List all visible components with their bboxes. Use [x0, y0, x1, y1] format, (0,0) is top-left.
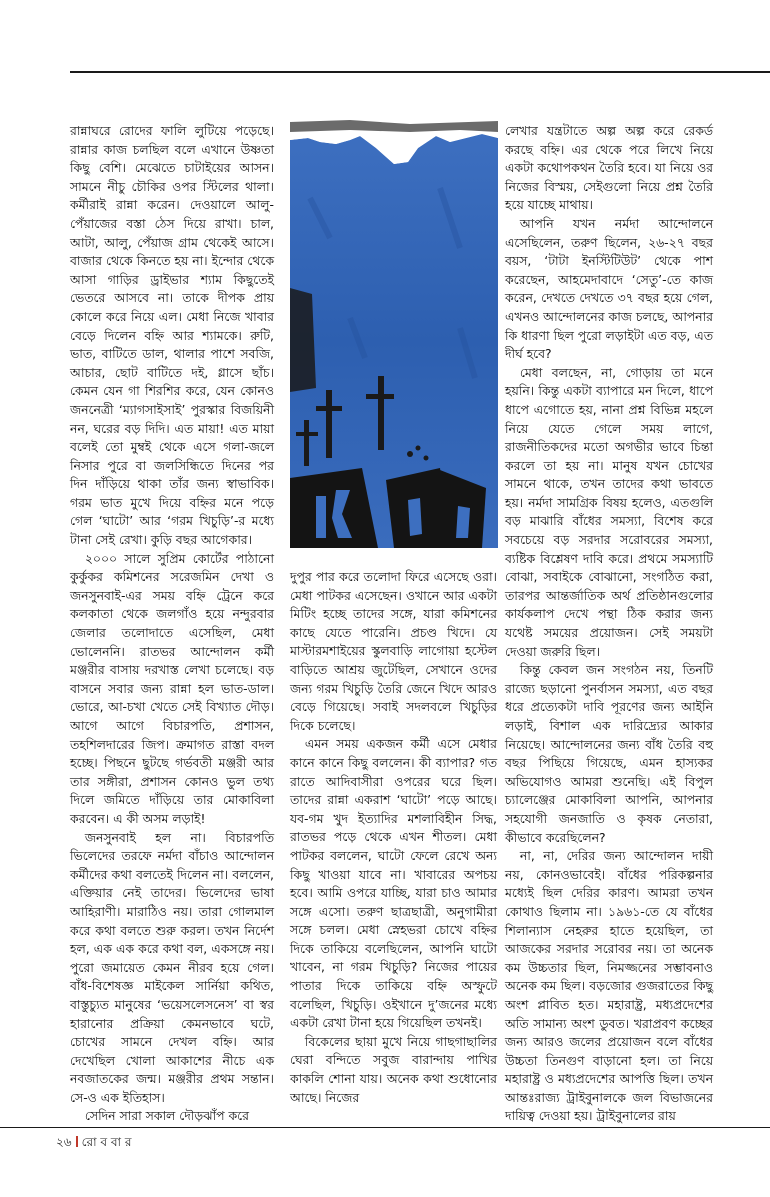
paragraph: এমন সময় একজন কর্মী এসে মেধার কানে কানে কিছু বললেন। কী ব্যাপার? গত রাতে আদিবাসীরা ওপরের ঘরে ছিল। তাদের রান্না একরাশ ‘ঘাটো’ পড়ে আছে। যব-গম খুদ ইত্যাদির মশলাবিহীন সিদ্ধ, রাতভর পড়ে থেকে এখন শীতল। মেধা পাটকর বললেন, ঘাটো ফেলে রেখে অন্য কিছু খাওয়া যাবে না। খাবারের অপচয় হবে। আমি ওপরে যাচ্ছি, যারা চাও আমার সঙ্গে এসো। তরুণ ছাত্রছাত্রী, অনুগামীরা সঙ্গে চলল। মেধা স্নেহভরা চোখে বহ্নির দিকে তাকিয়ে বলেছিলেন, আপনি ঘাটো খাবেন, না গরম খিচুড়ি? নিজের পায়ের পাতার দিকে তাকিয়ে বহ্নি অস্ফুটে বলেছিল, খিচুড়ি। ওইখানে দু’জনের মধ্যে একটা রেখা টানা হয়ে গিয়েছিল তখনই। [290, 736, 497, 1031]
text-column-left [70, 122, 274, 1124]
torn-paper-illustration [290, 118, 498, 548]
paragraph: না, না, দেরির জন্য আন্দোলন দায়ী নয়, কোনওভাবেই। বাঁধের পরিকল্পনার মধ্যেই ছিল দেরির কারণ। আমরা তখন কোথাও ছিলাম না। ১৯৬১-তে যে বাঁধের শিলান্যাস নেহরুর হাতে হয়েছিল, তা আজকের সরদার সরোবর নয়। তা অনেক কম উচ্চতার ছিল, নিমজ্জনের সম্ভাবনাও অনেক কম ছিল। বড়জোর গুজরাতের কিছু অংশ প্লাবিত হত। মহারাষ্ট্র, মধ্যপ্রদেশের অতি সামান্য অংশ ডুবত। খরাপ্রবণ কচ্ছের জন্য আরও জলের প্রয়োজন বলে বাঁধের উচ্চতা তিনগুণ বাড়ানো হল। তা নিয়ে মহারাষ্ট্র ও মধ্যপ্রদেশের আপত্তি ছিল। তখন আন্তঃরাজ্য ট্রাইবুনালকে জল বিভাজনের দায়িত্ব দেওয়া হয়। ট্রাইবুনালের রায় [505, 848, 713, 1124]
bottom-rule [0, 1127, 770, 1128]
paragraph: লেখার যন্ত্রটাতে অল্প অল্প করে রেকর্ড করছে বহ্নি। এর থেকে পরে লিখে নিয়ে একটা কথোপকথন তৈরি হবে। যা নিয়ে ওর নিজের বিস্ময়, সেইগুলো নিয়ে প্রশ্ন তৈরি হয়ে যাচ্ছে মাথায়। [505, 123, 713, 213]
page-footer [56, 1134, 131, 1150]
paragraph: সেদিন সারা সকাল দৌড়ঝাঁপ করে [84, 1108, 249, 1124]
paragraph: দুপুর পার করে তলোদা ফিরে এসেছে ওরা। মেধা পাটকর এসেছেন। ওখানে আর একটা মিটিং হচ্ছে তাদের সঙ্গে, যারা কমিশনের কাছে যেতে পারেনি। প্রচণ্ড খিদে। যে মাস্টারমশাইয়ের স্কুলবাড়ি লাগোয়া হস্টেল বাড়িতে আশ্রয় জুটেছিল, সেখানে ওদের জন্য গরম খিচুড়ি তৈরি জেনে খিদে আরও বেড়ে গিয়েছে। সবাই সদলবলে খিচুড়ির দিকে চলেছে। [290, 569, 497, 733]
text-column-right [505, 122, 713, 1124]
page-number: ২৬ [56, 1135, 72, 1149]
top-rule [70, 71, 770, 73]
paragraph: জনসুনবাই হল না। বিচারপতি ভিলেদের তরফে নর্মদা বাঁচাও আন্দোলন কর্মীদের কথা বলতেই দিলেন না। বললেন, এক্তিয়ার নেই তাদের। ভিলেদের ভাষা আহিরাণী। মারাঠিও নয়। তারা গোলমাল করে কথা বলতে শুরু করল। তখন নির্দেশ হল, এক এক করে কথা বল, একসঙ্গে নয়। পুরো জমায়েত কেমন নীরব হয়ে গেল। বাঁধ-বিশেষজ্ঞ মাইকেল সার্নিয়া কথিত, বাস্তুচ্যুত মানুষের ‘ভয়েসলেসনেস’ বা স্বর হারানোর প্রক্রিয়া কেমনভাবে ঘটে, চোখের সামনে দেখল বহ্নি। আর দেখেছিল খোলা আকাশের নীচে এক নবজাতকের জন্ম। মঞ্জরীর প্রথম সন্তান। সে-ও এক ইতিহাস। [70, 829, 274, 1105]
text-column-middle [290, 568, 497, 1114]
separator-bar [76, 1136, 78, 1147]
paragraph: আপনি যখন নর্মদা আন্দোলনে এসেছিলেন, তরুণ ছিলেন, ২৬-২৭ বছর বয়স, ‘টাটা ইনস্টিটিউট’ থেকে পাশ করেছেন, আহমেদাবাদে ‘সেতু’-তে কাজ করেন, দেখতে দেখতে ৩৭ বছর হয়ে গেল, এখনও আন্দোলনের কাজ চলছে, আপনার কি ধারণা ছিল পুরো লড়াইটা এত বড়, এত দীর্ঘ হবে? [505, 215, 713, 362]
magazine-name: রো ব বা র [81, 1135, 132, 1149]
paragraph: ২০০০ সালে সুপ্রিম কোর্টের পাঠানো কুর্কুকর কমিশনের সরেজমিন দেখা ও জনসুনবাই-এর সময় বহ্নি ট্রেনে করে কলকাতা থেকে জলগাঁও হয়ে নন্দুরবার জেলার তলোদাতে এসেছিল, মেধা ভোলেননি। রাতভর আন্দোলন কর্মী মঞ্জরীর বাসায় দরখাস্ত লেখা চলেছে। বড় বাসনে সবার জন্য রান্না হল ভাত-ডাল। ভোরে, আ-চখা খেতে সেই বিখ্যাত দৌড়। আগে আগে বিচারপতি, প্রশাসন, তহশিলদারের জিপ। ক্রমাগত রাস্তা বদল হচ্ছে। পিছনে ছুটছে গর্ভবতী মঞ্জরী আর তার সঙ্গীরা, প্রশাসন কোনও ভুল তথ্য দিলে জমিতে দাঁড়িয়ে তার মোকাবিলা করবেন। এ কী অসম লড়াই! [70, 550, 274, 826]
paragraph: কিন্তু কেবল জন সংগঠন নয়, তিনটি রাজ্যে ছড়ানো পুনর্বাসন সমস্যা, এত বছর ধরে প্রত্যেকটা দাবি পূরণের জন্য আইনি লড়াই, বিশাল এক দারিদ্র্যের আকার নিয়েছে। আন্দোলনের জন্য বাঁধ তৈরি বহু বছর পিছিয়ে গিয়েছে, এমন হাস্যকর অভিযোগও আমরা শুনেছি। এই বিপুল চ্যালেঞ্জের মোকাবিলা আপনি, আপনার সহযোগী জনজাতি ও কৃষক নেতারা, কীভাবে করেছিলেন? [505, 662, 713, 845]
paragraph: রান্নাঘরে রোদের ফালি লুটিয়ে পড়েছে। রান্নার কাজ চলছিল বলে এখানে উষ্ণতা কিছু বেশি। মেঝেতে চাটাইয়ের আসন। সামনে নীচু চৌকির ওপর স্টিলের থালা। কর্মীরাই রান্না করেন। দেওয়ালে আলু-পেঁয়াজের বস্তা ঠেস দিয়ে রাখা। চাল, আটা, আলু, পেঁয়াজ গ্রাম থেকেই আসে। বাজার থেকে কিনতে হয় না। ইন্দোর থেকে আসা গাড়ির ড্রাইভার শ্যাম কিছুতেই ভেতরে আসবে না। তাকে দীপক প্রায় কোলে করে নিয়ে এল। মেধা নিজে খাবার বেড়ে দিলেন বহ্নি আর শ্যামকে। রুটি, ভাত, বাটিতে ডাল, থালার পাশে সবজি, আচার, ছোট বাটিতে দই, গ্লাসে ছাঁচ। কেমন যেন গা শিরশির করে, যেন কোনও জননেত্রী ‘ম্যাগসাইসাই’ পুরস্কার বিজয়িনী নন, ঘরের বড় দিদি। এত মায়া! এত মায়া বলেই তো মুম্বই থেকে এসে গলা-জলে নিসার পুরে বা জলসিন্ধিতে দিনের পর দিন দাঁড়িয়ে থাকা তাঁর জন্য স্বাভাবিক। গরম ভাত মুখে দিয়ে বহ্নির মনে পড়ে গেল ‘ঘাটো’ আর ‘গরম খিচুড়ি’-র মধ্যে টানা সেই রেখা। কুড়ি বছর আগেকার। [70, 123, 274, 548]
paragraph: মেধা বলছেন, না, গোড়ায় তা মনে হয়নি। কিন্তু একটা ব্যাপারে মন দিলে, ধাপে ধাপে এগোতে হয়, নানা প্রশ্ন বিভিন্ন মহলে নিয়ে যেতে গেলে সময় লাগে, রাজনীতিকদের মতো অগভীর ভাবে চিন্তা করলে তা হয় না। মানুষ যখন চোখের সামনে থাকে, তখন তাদের কথা ভাবতে হয়। নর্মদা সামগ্রিক বিষয় হলেও, এতগুলি বড় মাঝারি বাঁধের সমস্যা, বিশেষ করে সবচেয়ে বড় সরদার সরোবরের সমস্যা, ব্যষ্টিক বিশ্লেষণ দাবি করে। প্রথমে সমস্যাটি বোঝা, সবাইকে বোঝানো, সংগঠিত করা, তারপর আন্তর্জাতিক অর্থ প্রতিষ্ঠানগুলোর কার্যকলাপ দেখে পন্থা ঠিক করার জন্য যথেষ্ট সময়ের প্রয়োজন। সেই সময়টা দেওয়া জরুরি ছিল। [505, 364, 713, 659]
paragraph: বিকেলের ছায়া মুখে নিয়ে গাছগাছালির ঘেরা বন্দিতে সবুজ বারান্দায় পাখির কাকলি শোনা যায়। অনেক কথা শুধোনোর আছে। নিজের [290, 1033, 497, 1105]
